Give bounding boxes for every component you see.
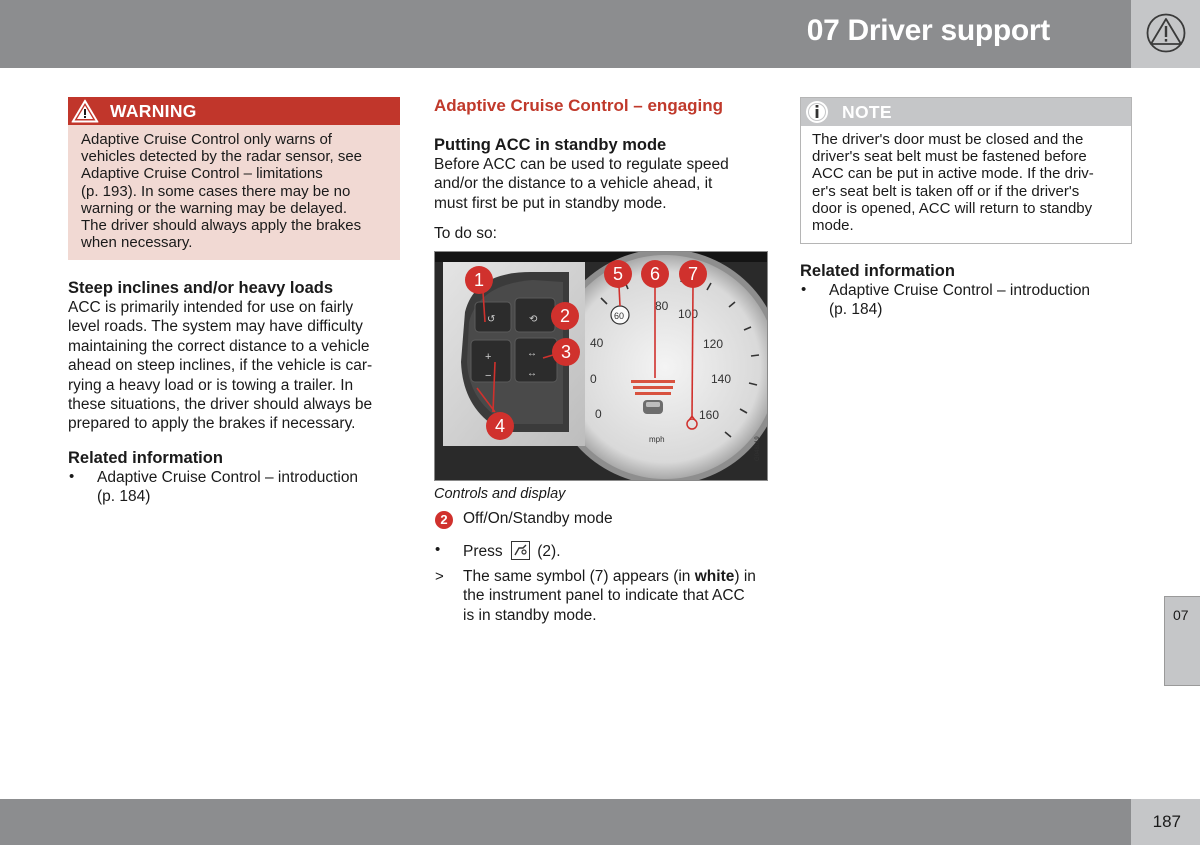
related-info-left	[68, 448, 400, 507]
text-line: ahead on steep inclines, if the vehicle is car-	[68, 357, 373, 375]
callout-label: 5	[612, 264, 624, 284]
numbered-item	[434, 509, 768, 528]
tick-label-160: 160	[699, 408, 720, 422]
tick-label-0: 0	[590, 372, 597, 386]
text-line: must first be put in standby mode.	[434, 194, 667, 212]
warning-text	[81, 131, 391, 251]
item-label: Off/On/Standby mode	[463, 510, 613, 527]
svg-text:↔: ↔	[527, 348, 537, 359]
text-line: prepared to apply the brakes if necessary.	[68, 415, 356, 433]
link-text[interactable]: Adaptive Cruise Control – introduction	[97, 469, 359, 486]
section-heading: Related information	[800, 262, 955, 280]
page-number: 187	[1152, 812, 1181, 831]
related-info-right	[800, 261, 1132, 320]
item-number-badge: 2	[435, 511, 453, 529]
text-line: warning or the warning may be delayed.	[81, 199, 347, 217]
result-marker: >	[435, 568, 444, 585]
tick-label-80: 80	[655, 299, 669, 313]
text-line: The same symbol (7) appears (in	[463, 568, 691, 585]
tick-label-40: 40	[590, 336, 604, 350]
bullet: •	[435, 541, 441, 558]
svg-text:↔: ↔	[527, 368, 537, 379]
text-line: the instrument panel to indicate that ACC	[463, 587, 745, 605]
list-item	[68, 468, 400, 507]
set-speed-value: 60	[614, 311, 625, 321]
distance-bars	[631, 380, 675, 395]
text-line: and/or the distance to a vehicle ahead, it	[434, 175, 713, 193]
controls-illustration	[435, 252, 768, 481]
tick-label-120: 120	[703, 337, 724, 351]
list-item	[800, 281, 1132, 320]
tick-label-0: 0	[595, 407, 602, 421]
page-ref[interactable]: (p. 184)	[97, 488, 151, 506]
section-title: Adaptive Cruise Control – engaging	[434, 96, 724, 115]
text-line: er's seat belt is taken off or if the driver's	[812, 182, 1080, 200]
svg-text:↺: ↺	[487, 314, 496, 325]
info-icon	[803, 99, 831, 125]
text-line: when necessary.	[81, 234, 193, 252]
tick-label-100: 100	[678, 307, 699, 321]
engaging-title-block	[434, 96, 768, 116]
section-heading: Putting ACC in standby mode	[434, 136, 667, 154]
text-line: mode.	[812, 217, 854, 235]
emphasis: white	[694, 568, 735, 585]
text-line: rying a heavy load or is towing a trailer. In	[68, 376, 354, 394]
chapter-tab-label: 07	[1173, 607, 1189, 623]
text-line: vehicles detected by the radar sensor, see	[81, 148, 363, 166]
callout-label: 3	[560, 342, 572, 362]
bullet: •	[69, 468, 75, 485]
text-line: The driver should always apply the brakes	[81, 217, 362, 235]
press-text: Press	[463, 543, 503, 560]
warning-title: WARNING	[110, 101, 197, 121]
tick-label-140: 140	[711, 372, 732, 386]
figure-caption: Controls and display	[434, 486, 566, 502]
text-line: ACC can be put in active mode. If the driv-	[812, 165, 1094, 183]
warning-triangle-icon	[1145, 13, 1187, 53]
note-box	[800, 97, 1132, 244]
figure-code: G048019	[755, 436, 761, 461]
page-number-box	[1131, 799, 1200, 845]
note-text	[812, 131, 1124, 234]
press-ref: (2).	[537, 543, 561, 560]
warning-box	[68, 97, 400, 260]
section-heading: Steep inclines and/or heavy loads	[68, 279, 334, 297]
header-bar	[0, 0, 1131, 68]
warning-header	[68, 97, 400, 125]
callout-label: 2	[559, 306, 571, 326]
steep-section	[68, 278, 400, 434]
speedometer-dial	[553, 255, 768, 479]
text-line: To do so:	[434, 225, 497, 243]
text-line: Adaptive Cruise Control only warns of	[81, 131, 332, 148]
svg-text:−: −	[485, 370, 492, 382]
bullet: •	[801, 281, 807, 298]
header-icon-box	[1131, 0, 1200, 68]
vehicle-ahead-icon	[643, 400, 663, 414]
text-line: ACC is primarily intended for use on fairly	[68, 299, 354, 316]
callout-label: 6	[649, 264, 661, 284]
press-instruction	[434, 541, 768, 561]
svg-text:⟲: ⟲	[529, 314, 538, 325]
text-line: is in standby mode.	[463, 606, 597, 624]
chapter-title: 07 Driver support	[806, 14, 1050, 47]
note-header	[801, 98, 1131, 126]
controls-figure	[434, 251, 768, 481]
text-line: these situations, the driver should always be	[68, 396, 373, 414]
acc-button-icon	[511, 541, 530, 560]
text-line: The driver's door must be closed and the	[812, 131, 1084, 148]
text-line: maintaining the correct distance to a vehicle	[68, 337, 370, 355]
text-line: level roads. The system may have difficulty	[68, 318, 363, 336]
footer-bar	[0, 799, 1131, 845]
link-text[interactable]: Adaptive Cruise Control – introduction	[829, 282, 1091, 299]
callout-label: 7	[687, 264, 699, 284]
svg-text:+: +	[485, 351, 492, 363]
page-ref[interactable]: (p. 184)	[829, 301, 883, 319]
warning-triangle-icon	[70, 98, 100, 124]
note-title: NOTE	[842, 102, 892, 122]
text-line: Before ACC can be used to regulate speed	[434, 156, 729, 173]
standby-section	[434, 135, 768, 244]
text-line: driver's seat belt must be fastened before	[812, 148, 1087, 166]
text-line: door is opened, ACC will return to standby	[812, 199, 1093, 217]
chapter-tab[interactable]	[1164, 596, 1200, 686]
section-heading: Related information	[68, 449, 223, 467]
text-line: ) in	[734, 568, 756, 585]
text-line: (p. 193). In some cases there may be no	[81, 182, 351, 200]
unit-label: mph	[649, 435, 665, 444]
callout-label: 1	[473, 270, 485, 290]
result-text	[434, 567, 768, 625]
text-line: Adaptive Cruise Control – limitations	[81, 165, 323, 183]
callout-label: 4	[494, 416, 506, 436]
